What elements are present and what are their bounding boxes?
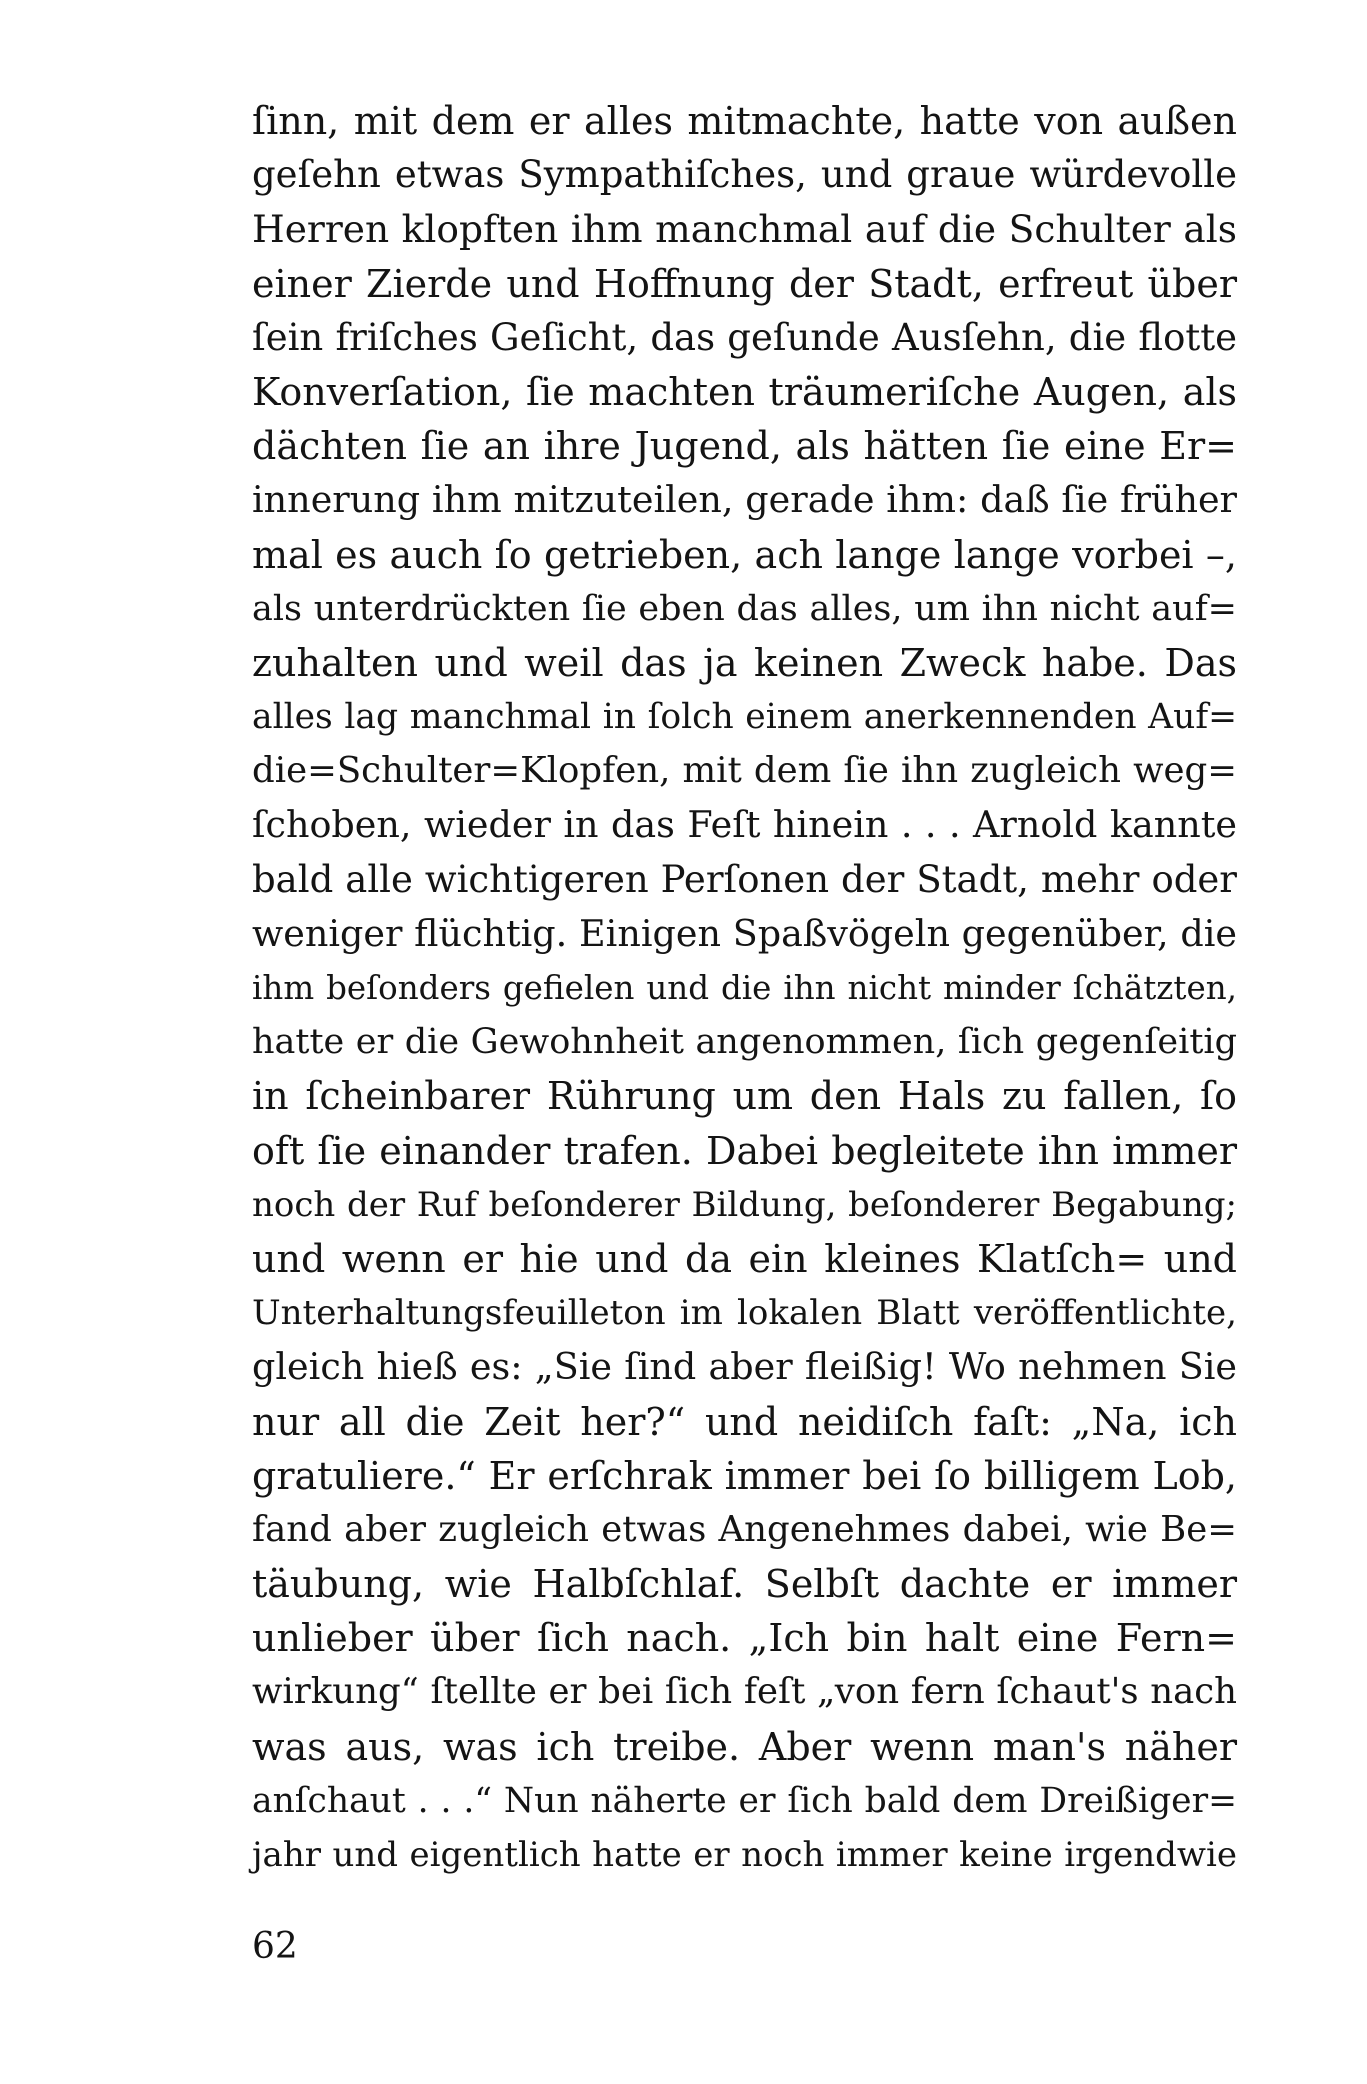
text-line: gratuliere.“ Er erſchrak immer bei ſo billigem Lob, <box>252 1453 1237 1498</box>
text-line: täubung, wie Halbſchlaf. Selbſt dachte er immer <box>252 1562 1237 1607</box>
text-line: wirkung“ ſtellte er bei ſich feſt „von fern ſchaut's nach <box>252 1671 1237 1713</box>
text-line: hatte er die Gewohnheit angenommen, ſich gegenſeitig <box>252 1022 1237 1063</box>
text-line: was aus, was ich treibe. Aber wenn man's näher <box>252 1724 1237 1769</box>
text-line: anſchaut . . .“ Nun näherte er ſich bald dem Dreißiger= <box>252 1780 1237 1821</box>
text-line: bald alle wichtigeren Perſonen der Stadt, mehr oder <box>252 857 1237 901</box>
text-line: mal es auch ſo getrieben, ach lange lange vorbei –, <box>252 532 1237 577</box>
text-line: Herren klopften ihm manchmal auf die Schulter als <box>252 207 1237 252</box>
text-line: ſinn, mit dem er alles mitmachte, hatte von außen <box>252 99 1237 143</box>
text-line: oft ſie einander trafen. Dabei begleitete ihn immer <box>252 1128 1237 1173</box>
text-line: innerung ihm mitzuteilen, gerade ihm: daß ſie früher <box>252 478 1237 522</box>
body-text <box>252 94 1237 1882</box>
text-line: jahr und eigentlich hatte er noch immer keine irgendwie <box>252 1835 1237 1875</box>
text-line: ſein friſches Geſicht, das geſunde Ausſehn, die flotte <box>252 315 1237 359</box>
text-line: Konverſation, ſie machten träumeriſche Augen, als <box>252 369 1237 414</box>
text-line: alles lag manchmal in ſolch einem anerkennenden Auf= <box>252 697 1237 738</box>
text-line: nur all die Zeit her?“ und neidiſch faſt: „Na, ich <box>252 1399 1237 1444</box>
text-line: unlieber über ſich nach. „Ich bin halt eine Fern= <box>252 1616 1237 1661</box>
text-line: ihm beſonders gefielen und die ihn nicht minder ſchätzten, <box>252 969 1237 1007</box>
page-number: 62 <box>252 1926 298 1967</box>
text-line: weniger flüchtig. Einigen Spaßvögeln gegenüber, die <box>252 911 1237 955</box>
text-line: noch der Ruf beſonderer Bildung, beſonderer Begabung; <box>252 1184 1237 1225</box>
text-line: geſehn etwas Sympathiſches, und graue würdevolle <box>252 153 1237 197</box>
text-line: fand aber zugleich etwas Angenehmes dabei, wie Be= <box>252 1508 1237 1550</box>
text-line: zuhalten und weil das ja keinen Zweck habe. Das <box>252 640 1237 685</box>
text-line: als unterdrückten ſie eben das alles, um ihn nicht auf= <box>252 588 1237 629</box>
text-line: einer Zierde und Hoffnung der Stadt, erfreut über <box>252 261 1237 306</box>
text-line: in ſcheinbarer Rührung um den Hals zu fallen, ſo <box>252 1074 1237 1119</box>
text-line: Unterhaltungsfeuilleton im lokalen Blatt veröffentlichte, <box>252 1293 1237 1334</box>
text-line: die=Schulter=Klopfen, mit dem ſie ihn zugleich weg= <box>252 750 1237 792</box>
text-line: und wenn er hie und da ein kleines Klatſch= und <box>252 1236 1237 1281</box>
text-line: gleich hieß es: „Sie ſind aber fleißig! Wo nehmen Sie <box>252 1345 1237 1389</box>
text-line: ſchoben, wieder in das Feſt hinein . . . Arnold kannte <box>252 803 1237 847</box>
text-line: dächten ſie an ihre Jugend, als hätten ſie eine Er= <box>252 424 1237 469</box>
